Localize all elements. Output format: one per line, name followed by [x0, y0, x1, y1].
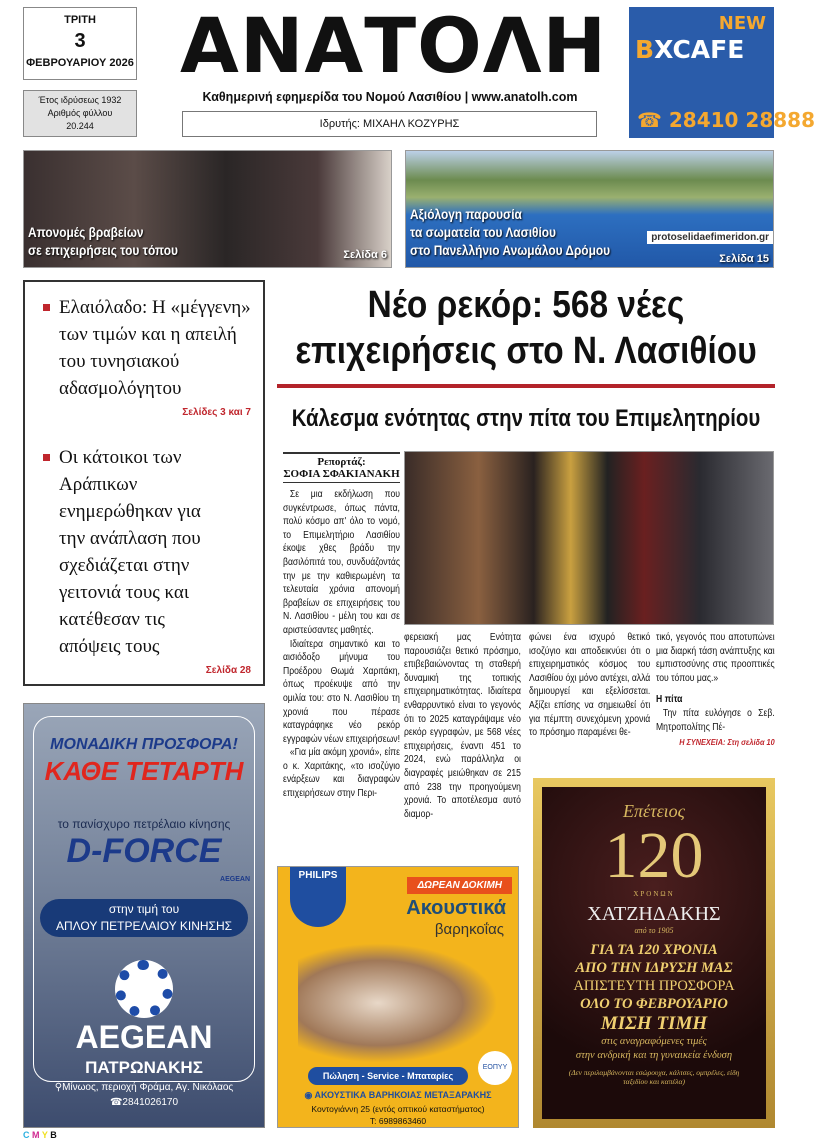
- ad-address: Κοντογιάννη 25 (εντός οπτικού καταστήματος): [311, 1104, 485, 1114]
- sidebar-box: [23, 280, 265, 686]
- article-photo[interactable]: [404, 451, 774, 625]
- article-column-2: [404, 631, 521, 821]
- caption-line: Απονομές βραβείων: [28, 224, 144, 240]
- paragraph: φώνει ένα ισχυρό θετικό ισοζύγιο και αποδεικνύει ότι ο επιχειρηματικός κόσμος του Λασιθίου όχι μόνο αντέχει, αλλά δημιουργεί και εξελίσσεται. Αξίζει επίσης να σημειωθεί ότι για πέμπτη συνεχόμενη χρονιά το πρόσημο παραμένει θε-: [529, 632, 651, 739]
- photo-cross-country[interactable]: [405, 150, 774, 268]
- shop-name: ΑΚΟΥΣΤΙΚΑ ΒΑΡΗΚΟΙΑΣ ΜΕΤΑΞΑΡΑΚΗΣ: [314, 1090, 492, 1100]
- issue-label: Αριθμός φύλλου: [47, 108, 113, 118]
- ad-line: στην ανδρική και τη γυναικεία ένδυση: [575, 1050, 733, 1061]
- offer-line: ΑΠΟ ΤΗΝ ΙΔΡΥΣΗ ΜΑΣ: [575, 960, 733, 976]
- sidebar-text: Οι κάτοικοι των Αράπικων ενημερώθηκαν για την ανάπλαση που σχεδιάζεται στην γειτονιά τους και κατέθεσαν τις απόψεις τους: [59, 447, 201, 657]
- ad-line: ΜΟΝΑΔΙΚΗ ΠΡΟΣΦΟΡΑ!: [50, 736, 238, 753]
- phone-icon: ☎: [109, 1097, 123, 1108]
- location-icon: ⚲: [54, 1082, 63, 1093]
- phone-icon: ☎: [637, 108, 662, 132]
- photo-caption: [28, 223, 178, 259]
- ad-since: από το 1905: [634, 926, 674, 935]
- byline-label: Ρεπορτάζ:: [317, 456, 366, 468]
- month-year: ΦΕΒΡΟΥΑΡΙΟΥ 2026: [26, 57, 134, 69]
- mark-b: B: [50, 1130, 57, 1140]
- brand-letter: B: [635, 35, 655, 64]
- offer-line: ΓΙΑ ΤΑ 120 ΧΡΟΝΙΑ: [590, 942, 718, 958]
- issue-info: [23, 90, 137, 137]
- mark-m: M: [32, 1130, 40, 1140]
- paragraph: Ιδιαίτερα σημαντικό και το αισιόδοξο μήνυμα του Προέδρου Θωμά Χαριτάκη, όπως προέκυψε από την ομιλία του: στο Ν. Λασιθίου τη χρονιά που πέρασε καταγράφηκε νέο ρεκόρ εγγραφών νέων επιχειρήσεων!: [283, 638, 400, 745]
- ad-script: Επέτειος: [623, 801, 685, 821]
- subhead: Η πίτα: [656, 694, 683, 706]
- ad-offer: [542, 941, 766, 1035]
- ad-panel: [542, 787, 766, 1119]
- ad-brand: AEGEAN: [75, 1019, 213, 1055]
- byline: [283, 452, 400, 483]
- paragraph: «Για μία ακόμη χρονιά», είπε ο κ. Χαριτάκης, «το ισοζύγιο ενάρξεων και διαγραφών επιχειρήσεων στην Περι-: [283, 747, 400, 800]
- ad-phone: T: 6989863460: [369, 1116, 427, 1126]
- ad-name: ΧΑΤΖΗΔΑΚΗΣ: [587, 903, 721, 925]
- ad-owner: ΠΑΤΡΩΝΑΚΗΣ: [85, 1058, 203, 1077]
- article-column-1: [283, 488, 400, 801]
- caption-line: στο Πανελλήνιο Ανωμάλου Δρόμου: [410, 242, 611, 258]
- page-ref: Σελίδα 6: [343, 249, 387, 261]
- caption-line: Αξιόλογη παρουσία: [410, 206, 522, 222]
- page-ref: Σελίδα 15: [719, 253, 769, 265]
- ad-small-brand: AEGEAN: [220, 876, 250, 883]
- bullet-icon: [43, 304, 50, 311]
- sidebar-item[interactable]: [43, 294, 251, 402]
- pill-line: στην τιμή του: [108, 902, 180, 916]
- continued-link[interactable]: Η ΣΥΝΕΧΕΙΑ: Στη σελίδα 10: [679, 737, 775, 748]
- hatzidakis-ad[interactable]: [533, 778, 775, 1128]
- day-number: 3: [74, 30, 86, 52]
- ad-line: το πανίσχυρο πετρέλαιο κίνησης: [57, 817, 231, 831]
- tagline: Καθημερινή εφημερίδα του Νομού Λασιθίου | www.anatolh.com: [202, 90, 578, 104]
- paragraph: Την πίτα ευλόγησε ο Σεβ. Μητροπολίτης Πέ-: [656, 707, 775, 733]
- ad-phone: [24, 1097, 264, 1108]
- date-box: [23, 7, 137, 80]
- page-ref: Σελίδες 3 και 7: [182, 407, 251, 418]
- philips-logo: PHILIPS: [290, 867, 346, 927]
- ad-brand: [635, 35, 744, 64]
- phone-number: 2841026170: [122, 1097, 179, 1108]
- ad-title: Ακουστικά: [406, 897, 506, 919]
- philips-ad[interactable]: [277, 866, 519, 1128]
- issue-number: 20.244: [66, 121, 94, 131]
- sidebar-text: Ελαιόλαδο: Η «μέγγενη» των τιμών και η απειλή του τυνησιακού αδασμολόγητου: [59, 297, 251, 399]
- sidebar-item[interactable]: [43, 444, 251, 660]
- founder: Ιδρυτής: ΜΙΧΑΗΛ ΚΟΖΥΡΗΣ: [182, 111, 597, 137]
- caption-line: σε επιχειρήσεις του τόπου: [28, 242, 178, 258]
- brand-rest: XCAFE: [654, 35, 745, 64]
- masthead-logo: ΑΝΑΤΟΛΗ: [180, 1, 608, 90]
- ad-subtitle: βαρηκοΐας: [434, 921, 504, 938]
- phone-number: 28410 28888: [668, 108, 815, 132]
- mark-c: C: [23, 1130, 30, 1140]
- ad-note: (Δεν περιλαμβάνονται εσώρουχα, κάλτσες, ομπρέλες, είδη ταξιδίου και καπέλα): [568, 1068, 740, 1086]
- offer-line: ΜΙΣΗ ΤΙΜΗ: [600, 1013, 708, 1034]
- ad-phone: [637, 108, 815, 132]
- divider: [277, 384, 775, 388]
- ad-address: [24, 1082, 264, 1093]
- paragraph: τικό, γεγονός που αποτυπώνει μια διαρκή τάση ανάπτυξης και εμπιστοσύνης στις προοπτικές του τόπου μας.»: [656, 632, 775, 684]
- article-column-3: [529, 631, 650, 740]
- paragraph: Σε μια εκδήλωση που συγκέντρωσε, όπως πάντα, πολύ κόσμο απ' όλο το νομό, το Επιμελητήριο Λασιθίου έκοψε χθες βράδυ την βασιλόπιτά του, συνδυάζοντάς την με την καθιερωμένη τα τελευταία χρόνια απονομή βραβείων σε επιχειρήσεις του Ν. Λασιθίου - μέλη του και σε αριστεύσαντες μαθητές.: [283, 489, 400, 636]
- photo-caption: [410, 205, 610, 259]
- ad-services: Πώληση - Service - Μπαταρίες: [308, 1067, 468, 1085]
- ear-icon: ◉: [304, 1090, 313, 1100]
- ad-new-label: NEW: [718, 13, 766, 34]
- aegean-logo-icon: [115, 960, 173, 1018]
- founded-year: Έτος ιδρύσεως 1932: [38, 95, 122, 105]
- ad-shop: [278, 1090, 518, 1101]
- pill-line: ΑΠΛΟΥ ΠΕΤΡΕΛΑΙΟΥ ΚΙΝΗΣΗΣ: [55, 919, 233, 933]
- ad-line: ΚΑΘΕ ΤΕΤΑΡΤΗ: [44, 756, 244, 786]
- aegean-ad[interactable]: [23, 703, 265, 1128]
- watermark: protoselidaefimeridon.gr: [647, 231, 773, 244]
- paragraph: φερειακή μας Ενότητα παρουσιάζει θετικό πρόσημο, επιβεβαιώνοντας τη σταθερή δυναμική της τοπικής επιχειρηματικότητας. Ιδιαίτερα ενθαρρυντικό είναι το γεγονός ότι το 2025 καταγράψαμε νέο ρεκόρ εγγραφών, με 568 νέες επιχειρήσεις, έναντι 451 το 2024, ενώ παράλληλα οι διαγραφές μειώθηκαν σε 215 από 238 την προηγούμενη χρονιά. Το αποτέλεσμα αυτό διαμορ-: [404, 632, 521, 820]
- ad-line: στις αναγραφόμενες τιμές: [601, 1036, 707, 1047]
- ad-product: D-FORCE: [66, 832, 222, 870]
- ad-years: ΧΡΟΝΩΝ: [633, 890, 675, 898]
- page-ref: Σελίδα 28: [205, 665, 251, 676]
- offer-line: ΑΠΙΣΤΕΥΤΗ ΠΡΟΣΦΟΡΑ: [573, 978, 735, 994]
- eopyy-logo: ΕΟΠΥΥ: [478, 1051, 512, 1085]
- byline-name: ΣΟΦΙΑ ΣΦΑΚΙΑΝΑΚΗ: [283, 468, 400, 480]
- bullet-icon: [43, 454, 50, 461]
- ad-photo: [298, 943, 498, 1063]
- main-headline[interactable]: Νέο ρεκόρ: 568 νέες επιχειρήσεις στο Ν. Λασιθίου: [295, 284, 757, 372]
- mark-y: Y: [41, 1130, 48, 1140]
- address-text: Μίνωος, περιοχή Φράμα, Αγ. Νικόλαος: [62, 1082, 234, 1093]
- boxcafe-ad[interactable]: [629, 7, 815, 138]
- ad-pill: [40, 899, 248, 937]
- article-column-4: [656, 631, 775, 750]
- photo-awards[interactable]: [23, 150, 392, 268]
- sub-headline[interactable]: Κάλεσμα ενότητας στην πίτα του Επιμελητηρίου: [291, 405, 761, 432]
- weekday: ΤΡΙΤΗ: [64, 14, 96, 26]
- ad-badge: ΔΩΡΕΑΝ ΔΟΚΙΜΗ: [407, 877, 512, 894]
- offer-line: ΟΛΟ ΤΟ ΦΕΒΡΟΥΑΡΙΟ: [580, 996, 728, 1012]
- caption-line: τα σωματεία του Λασιθίου: [410, 224, 556, 240]
- print-marks: [23, 1130, 57, 1140]
- ad-number: 120: [604, 819, 704, 892]
